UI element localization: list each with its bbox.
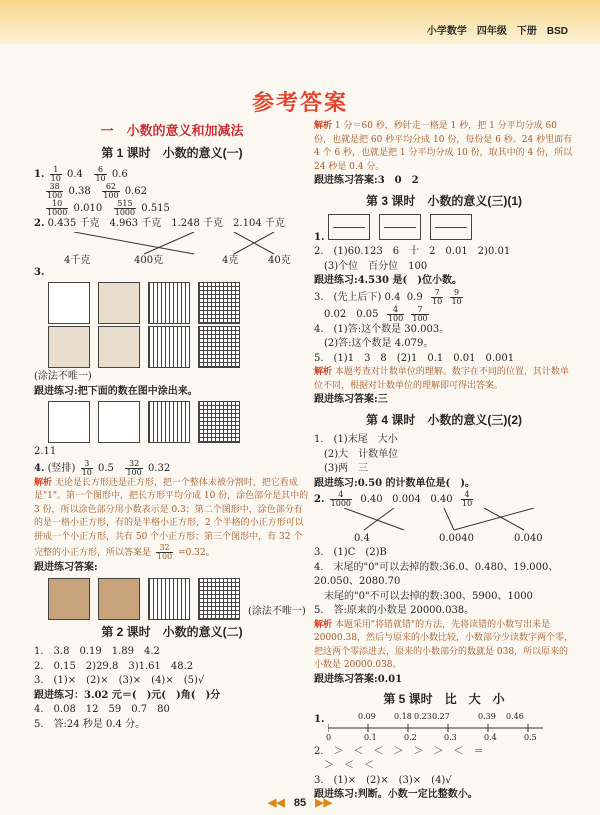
l3-q2: 2. (1)60.123 6 十 2 0.01 2)0.01: [314, 246, 511, 258]
l3-follow-answer: 跟进练习答案:三: [314, 394, 388, 406]
header-tag: 小学数学 四年级 下册 BSD: [426, 26, 568, 37]
l2-q2: 2. 0.15 2)29.8 3)1.61 48.2: [34, 660, 194, 672]
matching-svg: [334, 508, 564, 532]
l2-follow: 跟进练习：3.02 元＝( )元( )角( )分: [34, 689, 221, 701]
grid-stripes: [148, 401, 190, 443]
fraction: $\frac{515}{1000}$: [114, 199, 136, 218]
grid-filled: [98, 578, 140, 620]
l4-q2-top: 2. $\frac{4}{1000}$ 0.40 0.004 0.40 $\frac{4}{10}$: [314, 490, 473, 509]
left-column: [34, 120, 310, 732]
abacus-icon: [430, 214, 472, 240]
fraction: $\frac{7}{10}$: [432, 287, 443, 306]
l4-q3: 3. (1)C (2)B: [314, 547, 387, 559]
grid-stripes: [148, 326, 190, 368]
fraction: $\frac{62}{100}$: [103, 182, 119, 201]
fraction: $\frac{32}{100}$: [156, 543, 173, 562]
abacus-icon: [328, 214, 370, 240]
grid-blank: [48, 401, 90, 443]
l3-follow: 跟进练习:4.530 是( )位小数。: [314, 275, 462, 287]
follow-top: 跟进练习答案:3 0 2: [314, 175, 419, 186]
fraction: $\frac{32}{100}$: [126, 458, 142, 477]
follow1-answer-grids: (涂法不唯一): [48, 578, 310, 620]
q3-note: (涂法不唯一): [34, 371, 92, 383]
l3-q2b: (3)个位 百分位 100: [324, 260, 428, 272]
fraction: $\frac{4}{100}$: [387, 304, 404, 323]
grid-mesh: [198, 326, 240, 368]
grid-square: [48, 282, 90, 324]
analysis1: 解析 无论是长方形还是正方形，把一个整体未被分割时，把它看成是"1"。第一个图形中，把长方形平均分成 10 份，涂色部分是其中的 3 份，所以涂色部分用小数表示是 0.3；第二个图形中，涂色部分有的是一格小正方形，有的是半格小正方形，2 个半格的小正方形可以拼成一个小正方形，共有 50 个小正方形；第三个图形中，有 32 个完整的小正方形，所以答案是 $\frac{32}{100}$ =0.32。: [34, 477, 309, 562]
lesson5-title: 第 5 课时 比 大 小: [383, 692, 505, 707]
l2-q3: 3. (1)× (2)× (3)× (4)× (5)√: [34, 675, 205, 687]
right-column: [314, 120, 574, 803]
next-arrow-icon: ▶▶: [315, 797, 333, 809]
prev-arrow-icon: ◀◀: [267, 797, 285, 809]
l3-analysis: 解析 本题考查对计数单位的理解。数字在不同的位置，其计数单位不同，根据对计数单位的理解即可得出答案。: [314, 367, 569, 391]
l1-q3-num: 3.: [34, 266, 45, 278]
fraction: $\frac{4}{10}$: [461, 490, 473, 509]
l2-q1: 1. 3.8 0.19 1.89 4.2: [34, 646, 160, 658]
lesson3-title: 第 3 课时 小数的意义(三)(1): [365, 193, 522, 208]
l4-analysis: 解析 本题采用"将错就错"的方法，先将读错的小数写出来是 20000.38，然后与原来的小数比较，小数部分少读数字两个零，把这两个零添进去，原来的小数部分的数就是 038，所以原来的小数是 20000.038。: [314, 619, 573, 671]
l4-follow-answer: 跟进练习答案:0.01: [314, 673, 403, 685]
unit-title: 一 小数的意义和加减法: [100, 123, 244, 138]
grid-mesh: [198, 401, 240, 443]
analysis-top: 解析 1 分＝60 秒，秒针走一格是 1 秒，把 1 分平均分成 60 份，也就是把 60 秒平均分成 10 份，每份是 6 秒。24 秒里面有 4 个 6 秒，也就是把 1 分平均分成 10 份，取其中的 4 份，所以 24 秒是 0.4 分。: [314, 121, 573, 172]
l4-follow: 跟进练习:0.50 的计数单位是( )。: [314, 477, 475, 489]
l5-follow: 跟进练习:判断。小数一定比整数小。: [314, 789, 478, 801]
fraction: $\frac{9}{10}$: [451, 287, 462, 306]
number-line: 1. 0.09 0.18 0.23 0.27 0.39 0.46 0 0.1 0.2 0.3 0.4 0.5: [314, 713, 574, 743]
l1-q4: 4. (竖排) $\frac{3}{10}$ 0.5 $\frac{32}{100}$ 0.32: [34, 458, 171, 477]
l4-q4: 4. 末尾的"0"可以去掉的数:36.0、0.480、19.000、20.050、2080.70: [314, 561, 559, 588]
l4-q5: 5. 答:原来的小数是 20000.038。: [314, 605, 475, 617]
l2-q5: 5. 答:24 秒是 0.4 分。: [34, 718, 146, 730]
l3-q1: 1.: [314, 214, 574, 246]
matching-lines: 4千克 400克 4克 40克: [54, 232, 310, 266]
lesson4-title: 第 4 课时 小数的意义(三)(2): [365, 412, 522, 427]
lesson1-title: 第 1 课时 小数的意义(一): [101, 145, 243, 160]
abacus-icon: [379, 214, 421, 240]
grid-filled: [48, 578, 90, 620]
follow1-grids: [48, 401, 310, 443]
l5-q2: 2. ＞ ＜ ＜ ＞ ＞ ＞ ＜ ＝: [314, 745, 484, 757]
fraction: $\frac{4}{1000}$: [330, 490, 351, 509]
fraction: $\frac{1}{10}$: [50, 165, 61, 184]
fraction: $\frac{7}{100}$: [412, 304, 428, 323]
q3-grids-row1: [48, 282, 310, 324]
fraction: $\frac{3}{10}$: [81, 458, 92, 477]
l1-q1: 1. $\frac{1}{10}$ 0.4 $\frac{6}{10}$ 0.6: [34, 165, 128, 184]
grid-stripes: [148, 578, 190, 620]
l5-q2b: ＞ ＜ ＜: [324, 760, 374, 772]
l5-q3: 3. (1)× (2)× (3)× (4)√: [314, 774, 452, 786]
l1-q2: 2. 0.435 千克 4.963 千克 1.248 千克 2.104 千克: [34, 218, 285, 230]
page-footer: [0, 796, 600, 809]
l3-q4b: (2)答:这个数是 4.079。: [324, 338, 434, 350]
follow1-answer: 跟进练习答案:: [34, 562, 98, 574]
l4-q4b: 末尾的"0"不可以去掉的数:300、5900、1000: [324, 590, 533, 602]
l4-q1c: (3)两 三: [324, 463, 369, 475]
l4-q1b: (2)大 计数单位: [324, 448, 399, 460]
grid-stripes: [148, 282, 190, 324]
l4-q1: 1. (1)末尾 大小: [314, 434, 398, 446]
fraction: $\frac{6}{10}$: [95, 165, 106, 184]
l3-q5: 5. (1)1 3 8 (2)1 0.1 0.01 0.001: [314, 352, 515, 364]
grid-shaded: [98, 326, 140, 368]
grid-shaded: [98, 282, 140, 324]
grid-mesh: [198, 578, 240, 620]
l4-matching: 0.4 0.0040 0.040: [334, 508, 574, 546]
fraction: $\frac{10}{1000}$: [47, 199, 68, 218]
value-211: 2.11: [34, 446, 57, 458]
fraction: $\frac{38}{100}$: [47, 182, 63, 201]
grid-mesh: [198, 282, 240, 324]
lesson2-title: 第 2 课时 小数的意义(二): [101, 624, 243, 639]
l2-q4: 4. 0.08 12 59 0.7 80: [34, 704, 170, 716]
l3-q3: 3. (先上后下) 0.4 0.9 $\frac{7}{10}$ $\frac{9}{10}$: [314, 287, 462, 306]
l1-q1b: $\frac{38}{100}$ 0.38 $\frac{62}{100}$ 0.62: [47, 182, 148, 201]
follow1: 跟进练习:把下面的数在图中涂出来。: [34, 385, 198, 397]
l3-q4: 4. (1)答:这个数是 30.003。: [314, 323, 450, 335]
l1-q1c: $\frac{10}{1000}$ 0.010 $\frac{515}{1000}$ 0.515: [47, 199, 170, 218]
page-number: 85: [293, 797, 307, 809]
q3-grids-row2: [48, 326, 310, 368]
grid-blank: [98, 401, 140, 443]
page-title: 参考答案: [251, 90, 348, 115]
grid-shaded: [48, 326, 90, 368]
l3-q3b: 0.02 0.05 $\frac{4}{100}$ $\frac{7}{100}$: [324, 304, 428, 323]
